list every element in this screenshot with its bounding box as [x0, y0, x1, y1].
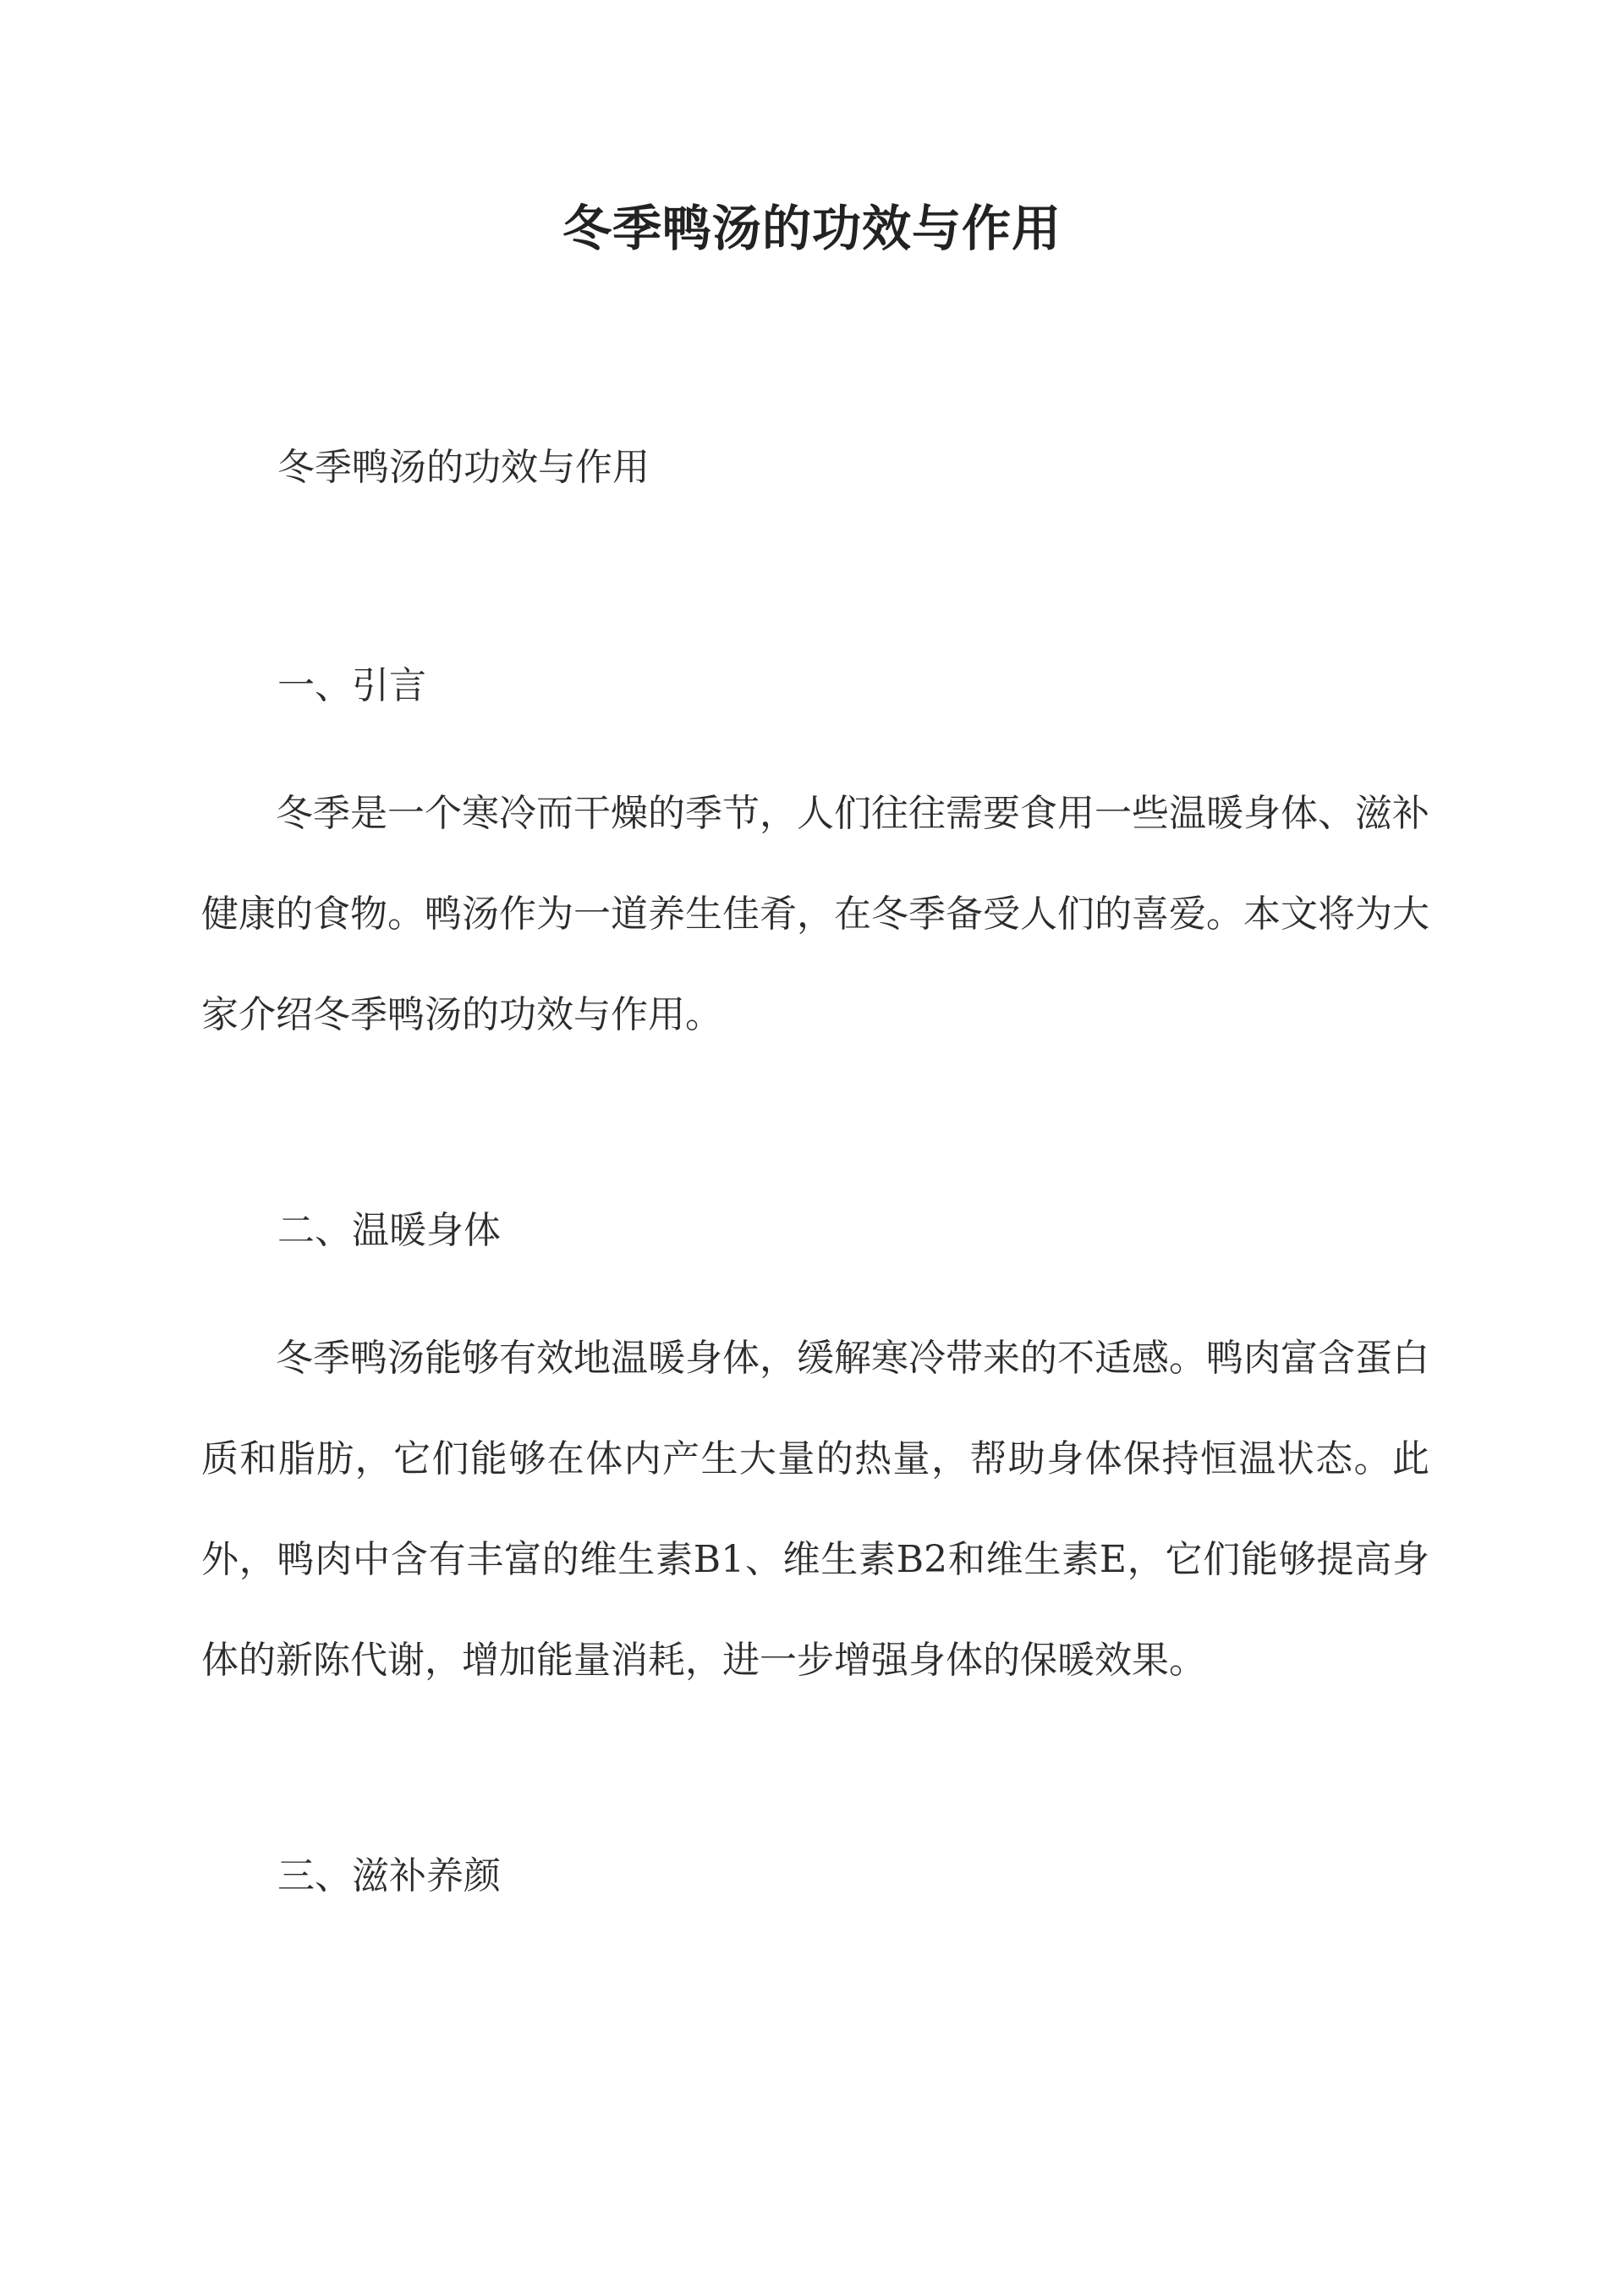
section-heading-intro: 一、引言 [277, 664, 426, 707]
document-subtitle: 冬季鸭汤的功效与作用 [277, 446, 650, 489]
section-body-warm-body: 冬季鸭汤能够有效地温暖身体，缓解寒冷带来的不适感。鸭肉富含蛋白质和脂肪，它们能够在体内产生大量的热量，帮助身体保持恒温状态。此外，鸭肉中含有丰富的维生素B1、维生素B2和维生素E，它们能够提高身体的新陈代谢，增加能量消耗，进一步增强身体的保暖效果。 [201, 1337, 1429, 1682]
section-heading-nourish: 三、滋补养颜 [277, 1854, 501, 1898]
section-heading-warm-body: 二、温暖身体 [277, 1209, 501, 1252]
section-body-intro: 冬季是一个寒冷而干燥的季节，人们往往需要食用一些温暖身体、滋补健康的食物。鸭汤作为一道养生佳肴，在冬季备受人们的喜爱。本文将为大家介绍冬季鸭汤的功效与作用。 [201, 792, 1429, 1036]
document-title: 冬季鸭汤的功效与作用 [562, 200, 1062, 257]
